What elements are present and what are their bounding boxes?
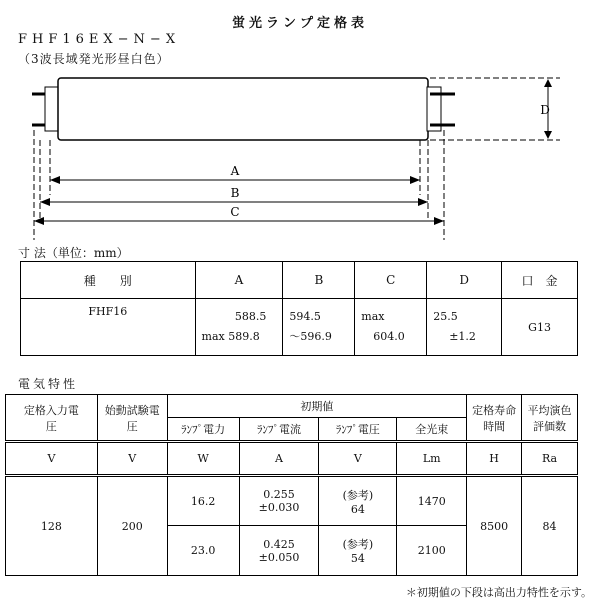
cell-voltage-1-value: 64 <box>350 502 365 516</box>
lamp-tube <box>58 78 428 140</box>
cell-current-2-value: 0.425 <box>263 537 295 551</box>
header-start-test-voltage: 始動試験電圧 <box>97 395 167 442</box>
cell-power-2: 23.0 <box>167 526 239 576</box>
cell-voltage-2-value: 54 <box>350 552 365 565</box>
units-row <box>6 442 578 476</box>
electrical-header-row-1 <box>6 395 578 418</box>
dimensions-header-row <box>21 262 578 299</box>
cell-c <box>355 299 427 356</box>
unit-lm: Lm <box>397 442 467 476</box>
cell-d-tolerance: ±1.2 <box>449 330 476 343</box>
header-initial-values: 初期値 <box>167 395 466 418</box>
header-lamp-current: ﾗﾝﾌﾟ電流 <box>239 418 319 442</box>
footnote: ＊初期値の下段は高出力特性を示す。 <box>405 586 592 599</box>
cell-voltage-2 <box>319 526 397 576</box>
header-lamp-power: ﾗﾝﾌﾟ電力 <box>167 418 239 442</box>
cell-cri: 84 <box>522 476 578 576</box>
header-lamp-voltage: ﾗﾝﾌﾟ電圧 <box>319 418 397 442</box>
header-type: 種 別 <box>21 262 196 299</box>
cell-d-nominal: 25.5 <box>433 310 458 323</box>
cell-a-max: max 589.8 <box>201 330 260 343</box>
cell-flux-1: 1470 <box>397 476 467 526</box>
dimensions-data-row <box>21 299 578 356</box>
unit-ra: Ra <box>522 442 578 476</box>
header-rated-input-voltage: 定格入力電圧 <box>6 395 98 442</box>
cell-b <box>283 299 355 356</box>
unit-v-start: V <box>97 442 167 476</box>
model-number: FHF16EX−N−X <box>18 32 181 47</box>
electrical-data-row-1 <box>6 476 578 526</box>
cell-flux-2: 2100 <box>397 526 467 576</box>
dimensions-caption: 寸 法（単位：mm） <box>18 246 129 260</box>
header-rated-life: 定格寿命時間 <box>467 395 522 442</box>
cell-current-2-tolerance: ±0.050 <box>258 550 300 564</box>
electrical-caption: 電気特性 <box>18 377 79 391</box>
cell-rated-input-voltage: 128 <box>6 476 98 576</box>
unit-w: W <box>167 442 239 476</box>
cell-power-1: 16.2 <box>167 476 239 526</box>
cell-current-1-tolerance: ±0.030 <box>258 501 300 514</box>
header-base: 口 金 <box>502 262 578 299</box>
cell-voltage-1-ref: (参考) <box>342 488 374 502</box>
header-c: C <box>355 262 427 299</box>
cell-a <box>195 299 283 356</box>
cell-b-nominal: 594.5 <box>289 310 321 323</box>
header-total-flux: 全光束 <box>397 418 467 442</box>
dimension-a-label: A <box>230 164 240 178</box>
unit-v-lamp: V <box>319 442 397 476</box>
cell-type: FHF16 <box>21 299 196 356</box>
dimensions-table <box>20 261 578 356</box>
dimension-d-label: D <box>540 103 550 117</box>
dimension-c-label: C <box>230 205 240 219</box>
unit-a: A <box>239 442 319 476</box>
unit-v-input: V <box>6 442 98 476</box>
cell-c-max-label: max <box>361 310 385 323</box>
dimension-b-label: B <box>230 186 240 200</box>
lamp-type-subtitle: （3波長域発光形昼白色） <box>18 52 170 66</box>
cell-current-1 <box>239 476 319 526</box>
header-d: D <box>427 262 502 299</box>
cell-a-nominal: 588.5 <box>234 310 267 323</box>
cell-b-range: 〜596.9 <box>289 330 332 343</box>
unit-h: H <box>467 442 522 476</box>
cell-d <box>427 299 502 356</box>
cell-rated-life: 8500 <box>467 476 522 576</box>
cell-voltage-1 <box>319 476 397 526</box>
header-a: A <box>195 262 283 299</box>
cell-current-2 <box>239 526 319 576</box>
header-b: B <box>283 262 355 299</box>
cell-voltage-2-ref: (参考) <box>342 538 374 551</box>
electrical-table <box>5 394 578 576</box>
cell-c-value: 604.0 <box>373 330 405 343</box>
cell-current-1-value: 0.255 <box>263 488 295 501</box>
page-title: 蛍光ランプ定格表 <box>231 16 368 31</box>
cell-start-test-voltage: 200 <box>97 476 167 576</box>
header-cri: 平均演色評価数 <box>522 395 578 442</box>
left-end-cap <box>45 87 59 131</box>
lamp-dimension-diagram <box>0 70 600 240</box>
cell-base: G13 <box>502 299 578 356</box>
